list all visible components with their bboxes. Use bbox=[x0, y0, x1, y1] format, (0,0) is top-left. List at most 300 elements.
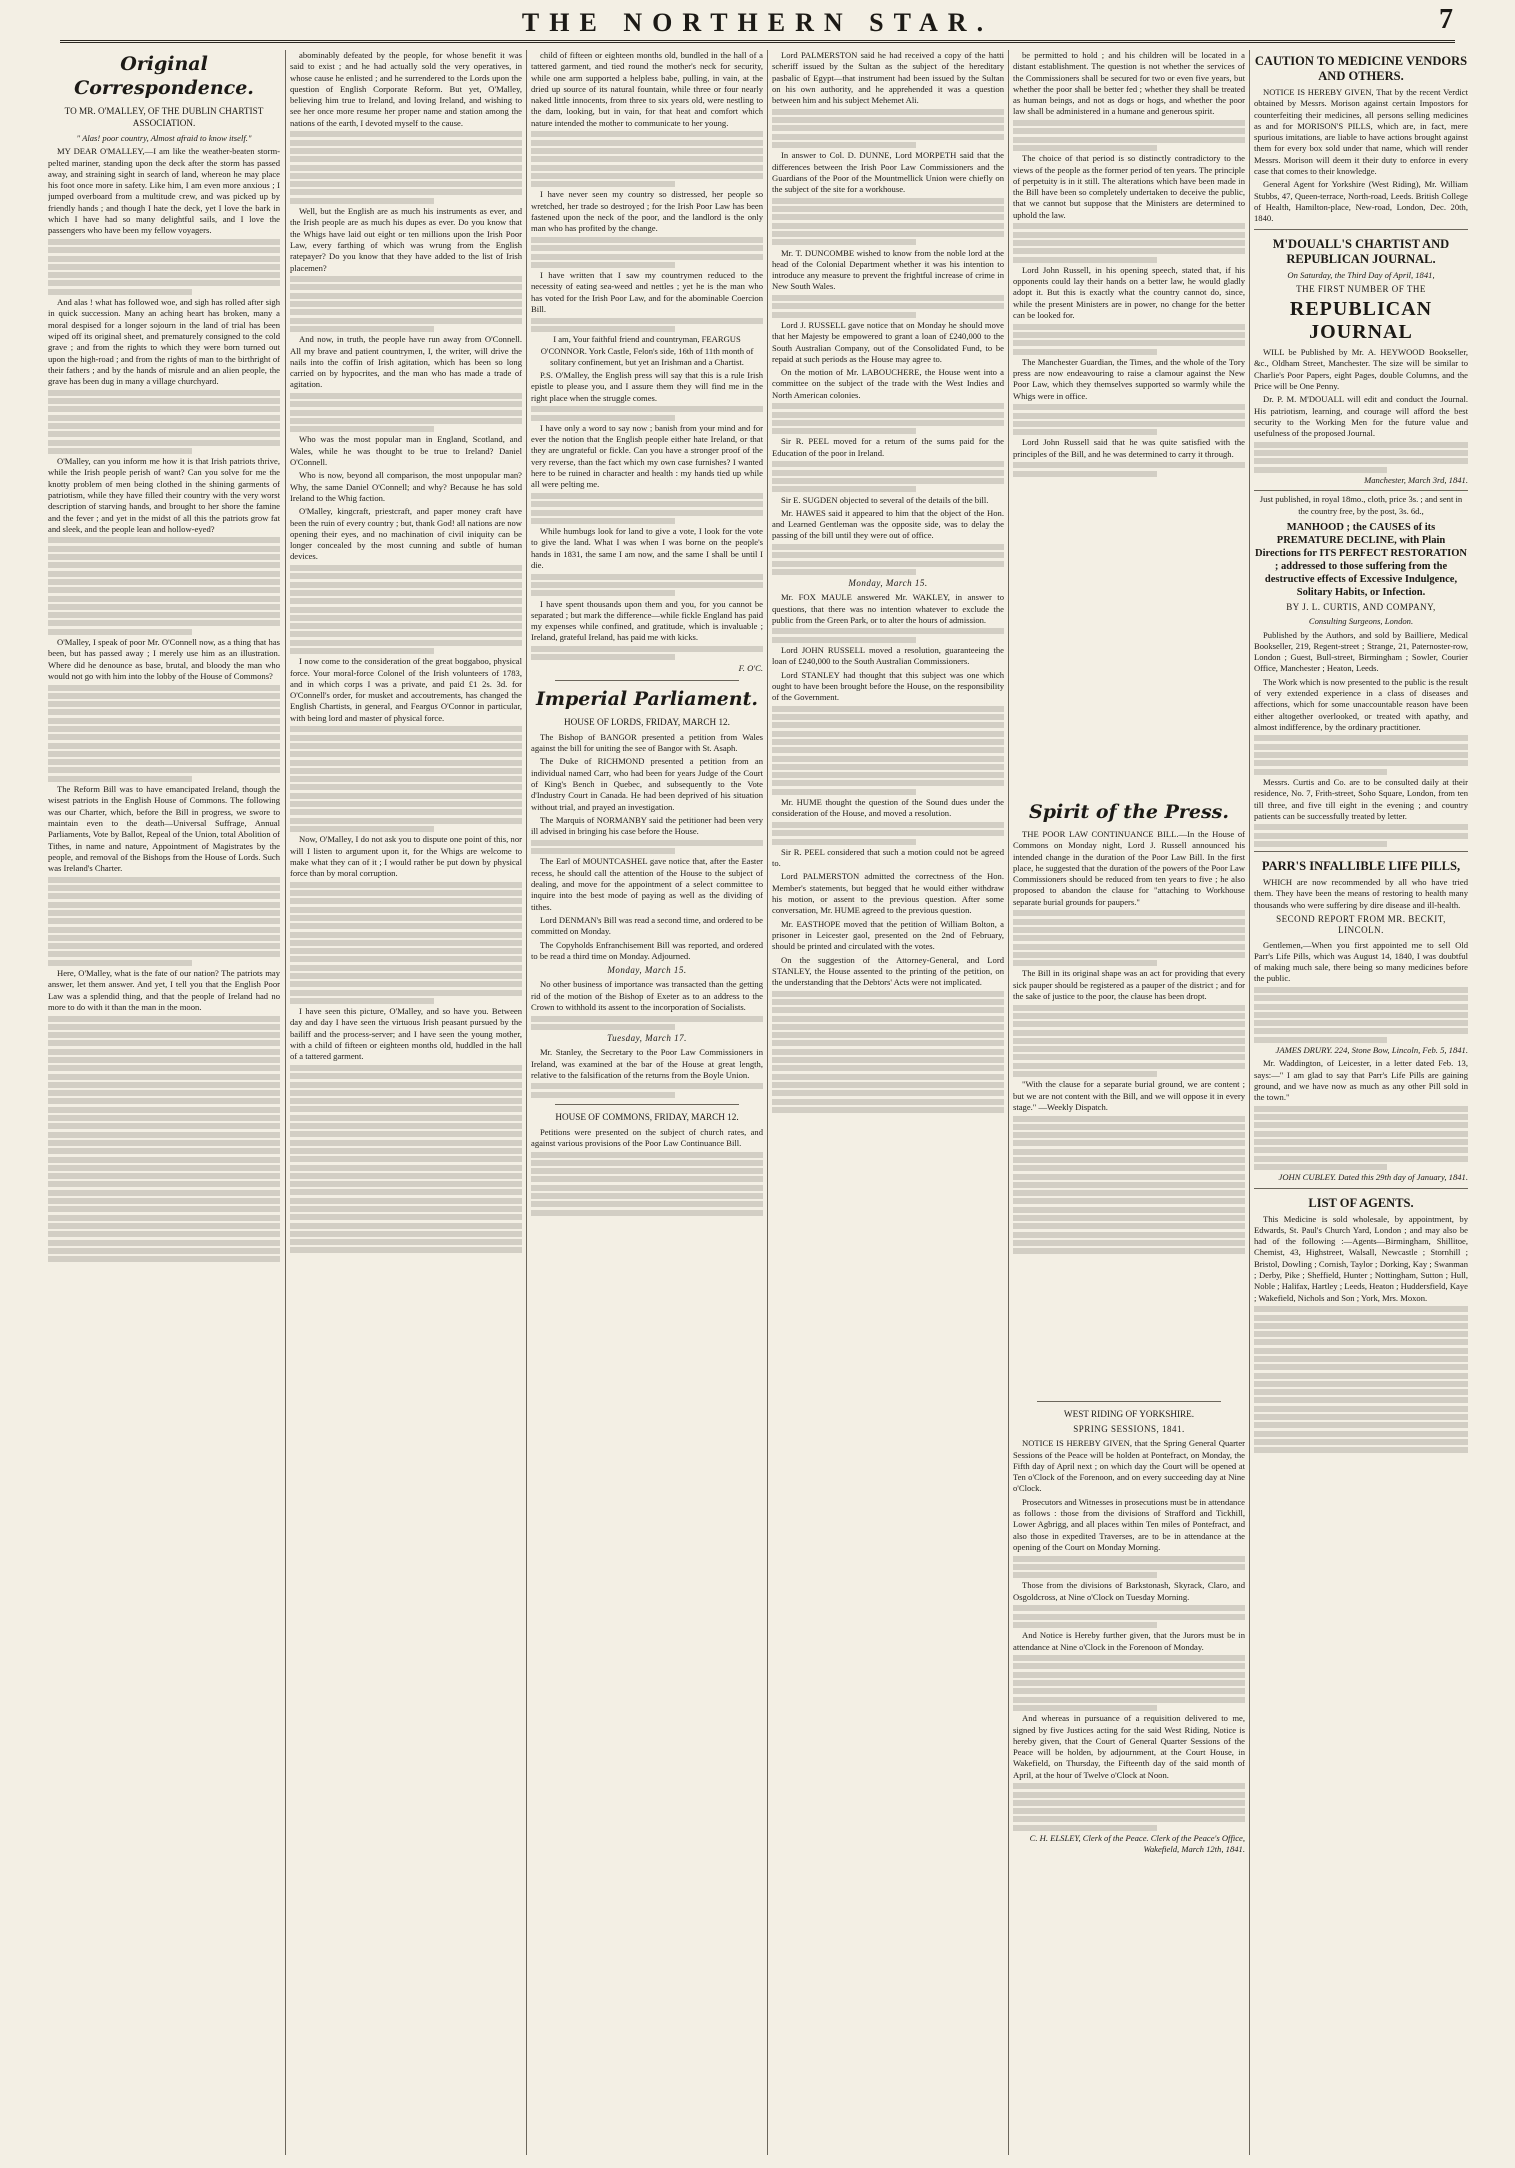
article-text-line bbox=[48, 440, 280, 446]
article-paragraph: The Bill in its original shape was an act for providing that every sick pauper should be registered as a pauper of the district ; and for the sake of justice to the poor, the clause has been dropt. bbox=[1013, 968, 1245, 1002]
article-text-line bbox=[1013, 324, 1245, 330]
article-text-line bbox=[48, 1198, 280, 1204]
notice-text-line bbox=[1013, 1655, 1245, 1661]
article-text-line bbox=[290, 198, 434, 204]
article-text-line bbox=[531, 518, 675, 524]
signature: F. O'C. bbox=[738, 662, 763, 673]
article-text-line bbox=[290, 598, 522, 604]
article-text-line bbox=[772, 470, 1004, 476]
article-text-line bbox=[48, 935, 280, 941]
article-text-line bbox=[290, 1073, 522, 1079]
article-text-line bbox=[48, 927, 280, 933]
article-text-line bbox=[48, 877, 280, 883]
article-paragraph: THE POOR LAW CONTINUANCE BILL.—In the House of Commons on Monday night, Lord J. Russell announced his intended change in the duration of the Poor Law Bill. In the first place, he suggested that the duration of the powers of the Poor Law Commissioners should be reduced from ten years to five ; he also proposed to abandon the clause for "attaching to Workhouse separate burial grounds for paupers." bbox=[1013, 829, 1245, 907]
article-paragraph: I have only a word to say now ; banish from your mind and for ever the notion that the English people either hate Ireland, or that they are ungrateful or fickle. Can you have a stronger proof of the very reverse, than the fact which my own case furnishes? I wanted here to be ruined in character and health : my hands tied up while all were pelting me. bbox=[531, 422, 763, 490]
article-text-line bbox=[48, 423, 280, 429]
article-text-line bbox=[290, 1231, 522, 1237]
article-paragraph: Who was the most popular man in England, Scotland, and Wales, while he was thought to be true to Ireland? Daniel O'Connell. bbox=[290, 434, 522, 468]
advert-text-line bbox=[1254, 1315, 1468, 1321]
notice-signature: C. H. ELSLEY, Clerk of the Peace. Clerk of the Peace's Office, Wakefield, March 12th, 1841. bbox=[1029, 1833, 1245, 1855]
article-text-line bbox=[772, 839, 916, 845]
advert-text-line bbox=[1254, 1389, 1468, 1395]
advert-text-line bbox=[1254, 1356, 1468, 1362]
article-paragraph: Sir R. PEEL considered that such a motion could not be agreed to. bbox=[772, 846, 1004, 869]
article-text-line bbox=[1013, 1063, 1245, 1069]
article-text-line bbox=[290, 743, 522, 749]
article-paragraph: The choice of that period is so distinctly contradictory to the views of the people as the former period of ten years. The principle of perpetuity is in it still. The alterations which have been made in the Bill have been so completely undertaken to deceive the public, that we cannot but suppose that the Ministers are determined to uphold the law. bbox=[1013, 153, 1245, 220]
article-text-line bbox=[1013, 340, 1245, 346]
advert-text-line bbox=[1254, 1122, 1468, 1128]
advert-box bbox=[1254, 1188, 1468, 1454]
notice-text-line bbox=[1013, 1564, 1245, 1570]
column-rule bbox=[1008, 50, 1009, 2155]
article-text-line bbox=[290, 326, 434, 332]
notice-text-line bbox=[1013, 1800, 1245, 1806]
article-text-line bbox=[772, 239, 916, 245]
article-text-line bbox=[48, 893, 280, 899]
article-text-line bbox=[531, 840, 763, 846]
article-text-line bbox=[48, 629, 192, 635]
article-text-line bbox=[290, 301, 522, 307]
article-text-line bbox=[48, 1082, 280, 1088]
notice-text-line bbox=[1013, 1572, 1157, 1578]
article-text-line bbox=[48, 693, 280, 699]
article-text-line bbox=[1013, 1046, 1245, 1052]
article-text-line bbox=[531, 181, 675, 187]
article-text-line bbox=[48, 398, 280, 404]
article-text-line bbox=[772, 747, 1004, 753]
article-text-line bbox=[1013, 1013, 1245, 1019]
article-text-line bbox=[48, 1157, 280, 1163]
article-text-line bbox=[48, 1256, 280, 1262]
article-text-line bbox=[290, 276, 522, 282]
article-text-line bbox=[290, 735, 522, 741]
article-text-line bbox=[48, 272, 280, 278]
article-text-line bbox=[290, 607, 522, 613]
article-text-line bbox=[290, 998, 434, 1004]
article-text-line bbox=[290, 1106, 522, 1112]
article-text-line bbox=[772, 1040, 1004, 1046]
article-text-line bbox=[290, 140, 522, 146]
article-paragraph: Lord DENMAN's Bill was read a second time, and ordered to be committed on Monday. bbox=[531, 914, 763, 937]
advert-text-line bbox=[1254, 833, 1468, 839]
article-text-line bbox=[48, 1231, 280, 1237]
advert-text-line bbox=[1254, 1381, 1468, 1387]
article-text-line bbox=[1013, 429, 1157, 435]
article-text-line bbox=[48, 1065, 280, 1071]
article-text-line bbox=[772, 772, 1004, 778]
advert-text-line bbox=[1254, 1406, 1468, 1412]
notice-paragraph: And whereas in pursuance of a requisition delivered to me, signed by five Justices acting for the said West Riding, Notice is hereby given, that the Court of General Quarter Sessions of the Peace will be holden, by adjournment, at the Court House, in Wakefield, on Thursday, the Fifteenth day of the said month of April, at the hour of Twelve o'Clock at Noon. bbox=[1013, 1713, 1245, 1780]
article-text-line bbox=[1013, 1021, 1245, 1027]
article-text-line bbox=[772, 1007, 1004, 1013]
article-paragraph: be permitted to hold ; and his children will be located in a distant establishment. The question is not whether the services of the Commissioners shall be secured for two or even five years, but whether the poor shall be better fed ; whether they shall be treated as human beings, and not as dogs or hogs, and whether the poor law shall be administered in a humane and generous spirit. bbox=[1013, 50, 1245, 117]
notice-text-line bbox=[1013, 1792, 1245, 1798]
advert-subheading: SECOND REPORT FROM MR. BECKIT, LINCOLN. bbox=[1276, 913, 1446, 936]
advert-signature: JAMES DRURY. 224, Stone Bow, Lincoln, Feb. 5, 1841. bbox=[1275, 1045, 1468, 1056]
article-text-line bbox=[1013, 944, 1245, 950]
column-3 bbox=[531, 50, 763, 2155]
article-text-line bbox=[772, 312, 916, 318]
article-paragraph: "With the clause for a separate burial ground, we are content ; but we are not content with the Bill, and we will oppose it in every stage." —Weekly Dispatch. bbox=[1013, 1079, 1245, 1112]
article-text-line bbox=[290, 882, 522, 888]
article-text-line bbox=[48, 1223, 280, 1229]
article-paragraph: O'Malley, kingcraft, priestcraft, and paper money craft have been the ruin of every country ; but, thank God! all nations are now opening their eyes, and no machination of civil iniquity can be longer concealed by the most cunning and subtle of human devices. bbox=[290, 506, 522, 562]
notice-text-line bbox=[1013, 1672, 1245, 1678]
advert-text-line bbox=[1254, 1339, 1468, 1345]
advert-text-line bbox=[1254, 1447, 1468, 1453]
article-text-line bbox=[772, 739, 1004, 745]
article-text-line bbox=[772, 1065, 1004, 1071]
article-text-line bbox=[290, 776, 522, 782]
article-text-line bbox=[48, 885, 280, 891]
article-text-line bbox=[290, 801, 522, 807]
article-text-line bbox=[290, 1115, 522, 1121]
advert-text: Mr. Waddington, of Leicester, in a letter dated Feb. 13, says:—" I am glad to say that Parr's Life Pills are gaining ground, and we have now as much as any other Pill sold in the town." bbox=[1254, 1058, 1468, 1103]
article-paragraph: The Duke of RICHMOND presented a petition from an individual named Carr, who had been for years Judge of the Court of King's Bench in Quebec, and subsequently to the Vote d'Industry Court in Canada. He had been deprived of his situation without trial, and prayed an investigation. bbox=[531, 756, 763, 812]
article-text-line bbox=[48, 406, 280, 412]
article-text-line bbox=[290, 1173, 522, 1179]
advert-subheading: THE FIRST NUMBER OF THE bbox=[1296, 283, 1426, 294]
notice-text-line bbox=[1013, 1783, 1245, 1789]
column-rule bbox=[1249, 50, 1250, 2155]
notice-text-line bbox=[1013, 1663, 1245, 1669]
advert-subheading: BY J. L. CURTIS, AND COMPANY, bbox=[1286, 601, 1436, 612]
notice-text-line bbox=[1013, 1688, 1245, 1694]
article-text-line bbox=[48, 943, 280, 949]
journal-title: REPUBLICAN JOURNAL bbox=[1289, 298, 1433, 344]
advert-text-line bbox=[1254, 824, 1468, 830]
article-text-line bbox=[48, 1074, 280, 1080]
article-text-line bbox=[1013, 910, 1245, 916]
article-text-line bbox=[290, 181, 522, 187]
article-paragraph: No other business of importance was transacted than the getting rid of the motion of the Bishop of Exeter as to an address to the Crown to withhold its assent to the incorporation of Socialists. bbox=[531, 979, 763, 1013]
article-paragraph: I have spent thousands upon them and you, for you cannot be separated ; but mark the difference—while fickle England has paid my expenses while confined, and gratitude, which is invaluable ; Ireland, grateful Ireland, has paid me with kicks. bbox=[531, 598, 763, 643]
article-text-line bbox=[290, 793, 522, 799]
article-text-line bbox=[290, 965, 522, 971]
article-text-line bbox=[290, 426, 434, 432]
advert-text-line bbox=[1254, 1373, 1468, 1379]
article-text-line bbox=[772, 403, 1004, 409]
article-text-line bbox=[290, 590, 522, 596]
notice-text-line bbox=[1013, 1614, 1245, 1620]
article-text-line bbox=[290, 189, 522, 195]
article-text-line bbox=[48, 734, 280, 740]
article-text-line bbox=[531, 646, 763, 652]
article-text-line bbox=[290, 573, 522, 579]
article-text-line bbox=[290, 1181, 522, 1187]
yorkshire-notice bbox=[1013, 1395, 1245, 2155]
advert-text-line bbox=[1254, 1364, 1468, 1370]
article-text-line bbox=[772, 628, 1004, 634]
article-text-line bbox=[772, 486, 916, 492]
article-text-line bbox=[772, 1057, 1004, 1063]
article-text-line bbox=[1013, 1157, 1245, 1163]
article-text-line bbox=[1013, 413, 1245, 419]
article-paragraph: P.S. O'Malley, the English press will say that this is a rule Irish epistle to please you, and I assure them they will find me in the right place when the struggle comes. bbox=[531, 370, 763, 403]
article-text-line bbox=[772, 231, 1004, 237]
article-paragraph: Lord J. RUSSELL gave notice that on Monday he should move that her Majesty be empowered to grant a loan of £240,000 to the South Australian Company, out of the Consolidated Fund, to be repaid at such periods as the House may agree to. bbox=[772, 319, 1004, 364]
article-text-line bbox=[48, 596, 280, 602]
article-text-line bbox=[290, 1082, 522, 1088]
article-text-line bbox=[531, 326, 675, 332]
article-text-line bbox=[48, 280, 280, 286]
epigraph: " Alas! poor country, Almost afraid to know itself." bbox=[76, 133, 252, 143]
article-text-line bbox=[48, 1240, 280, 1246]
article-text-line bbox=[290, 393, 522, 399]
article-paragraph: Mr. HAWES said it appeared to him that the object of the Hon. and Learned Gentleman was the opposite side, was to delay the passing of the bill until they were out of office. bbox=[772, 507, 1004, 541]
article-text-line bbox=[772, 1107, 1004, 1113]
advert-text-line bbox=[1254, 1131, 1468, 1137]
article-text-line bbox=[772, 999, 1004, 1005]
article-text-line bbox=[772, 412, 1004, 418]
article-text-line bbox=[1013, 1198, 1245, 1204]
article-text-line bbox=[1013, 462, 1245, 468]
article-text-line bbox=[1013, 1116, 1245, 1122]
article-text-line bbox=[772, 117, 1004, 123]
article-text-line bbox=[531, 318, 763, 324]
advert-box bbox=[1254, 490, 1468, 847]
advert-text-line bbox=[1254, 1037, 1387, 1043]
article-paragraph: Mr. T. DUNCOMBE wished to know from the noble lord at the head of the Colonial Department whether it was his intention to introduce any measure to prevent the frightful increase of crime in New South Wales. bbox=[772, 247, 1004, 292]
article-text-line bbox=[531, 501, 763, 507]
article-text-line bbox=[290, 826, 434, 832]
advert-text-line bbox=[1254, 1414, 1468, 1420]
advert-text-line bbox=[1254, 1348, 1468, 1354]
advert-text: Consulting Surgeons, London. bbox=[1308, 616, 1414, 627]
advert-text-line bbox=[1254, 450, 1468, 456]
advert-text-line bbox=[1254, 458, 1468, 464]
article-text-line bbox=[48, 1132, 280, 1138]
article-paragraph: On the motion of Mr. LABOUCHERE, the House went into a committee on the subject of the trade with the West Indies and North American colonies. bbox=[772, 367, 1004, 400]
article-text-line bbox=[48, 1049, 280, 1055]
article-text-line bbox=[290, 631, 522, 637]
article-text-line bbox=[48, 448, 192, 454]
article-paragraph: The Manchester Guardian, the Times, and the whole of the Tory press are now endeavouring to raise a clamour against the New Poor Law, which they themselves supported so warmly while the Whigs were in office. bbox=[1013, 356, 1245, 401]
article-paragraph: Mr. EASTHOPE moved that the petition of William Bolton, a prisoner in Leicester gaol, presented on the 2nd of February, should be printed and circulated with the votes. bbox=[772, 918, 1004, 952]
article-text-line bbox=[48, 1040, 280, 1046]
article-text-line bbox=[290, 648, 434, 654]
article-text-line bbox=[772, 478, 1004, 484]
article-text-line bbox=[48, 1248, 280, 1254]
article-text-line bbox=[48, 1107, 280, 1113]
advert-heading: PARR'S INFALLIBLE LIFE PILLS, bbox=[1261, 859, 1461, 874]
article-text-line bbox=[290, 768, 522, 774]
article-paragraph: O'Malley, I speak of poor Mr. O'Connell now, as a thing that has been, but has passed away ; I merely use him as an illustration. Where did he denounce as base, brutal, and bloody the man who would not go with him into the lobby of the House of Commons? bbox=[48, 637, 280, 681]
article-text-line bbox=[531, 574, 763, 580]
article-text-line bbox=[290, 165, 522, 171]
article-text-line bbox=[531, 237, 763, 243]
article-text-line bbox=[290, 760, 522, 766]
article-text-line bbox=[48, 767, 280, 773]
article-text-line bbox=[1013, 1071, 1157, 1077]
column-4 bbox=[772, 50, 1004, 2155]
article-text-line bbox=[772, 206, 1004, 212]
advert-text-line bbox=[1254, 987, 1468, 993]
article-text-line bbox=[772, 214, 1004, 220]
notice-text-line bbox=[1013, 1705, 1157, 1711]
article-text-line bbox=[1013, 145, 1157, 151]
divider bbox=[555, 1104, 739, 1105]
section-heading: Spirit of the Press. bbox=[1029, 801, 1229, 823]
advert-text-line bbox=[1254, 1139, 1468, 1145]
article-text-line bbox=[48, 247, 280, 253]
article-text-line bbox=[290, 156, 522, 162]
notice-paragraph: Prosecutors and Witnesses in prosecutions must be in attendance as follows : those from the divisions of Strafford and Tickhill, Lower Agbrigg, and all places within Ten miles of Pontefract, and also those in expedited Traverses, are to be in attendance at the opening of the Court on Monday Morning. bbox=[1013, 1496, 1245, 1552]
agents-list: This Medicine is sold wholesale, by appointment, by Edwards, St. Paul's Church Yard, London ; and may also be had of the following :—Agents—Birmingham, Shillitoe, Chemist, 43, Highstreet, Walsall, Newcastle ; Stornhill ; Bristol, Dowling ; Cornish, Taylor ; Dorking, Kay ; Swanman ; Derby, Pike ; Sheffield, Hunter ; Nottingham, Sutton ; Hull, Noble ; Halifax, Hartley ; Leeds, Heaton ; Huddersfield, Kaye ; Wakefield, Nichols and Son ; York, Mrs. Moxon. bbox=[1254, 1213, 1468, 1303]
notice-paragraph: NOTICE IS HEREBY GIVEN, that the Spring General Quarter Sessions of the Peace will be holden at Pontefract, on Monday, the Fifth day of April next ; on which day the Court will be opened at Ten o'Clock of the Forenoon, and on every succeeding day at Nine o'Clock. bbox=[1013, 1438, 1245, 1494]
article-text-line bbox=[1013, 1223, 1245, 1229]
article-paragraph: Mr. Stanley, the Secretary to the Poor Law Commissioners in Ireland, was examined at the bar of the House at great length, relative to the falsification of the returns from the Boyle Union. bbox=[531, 1047, 763, 1080]
article-text-line bbox=[772, 295, 1004, 301]
article-text-line bbox=[531, 254, 763, 260]
article-text-line bbox=[772, 569, 916, 575]
article-text-line bbox=[1013, 404, 1245, 410]
article-text-line bbox=[290, 1156, 522, 1162]
article-text-line bbox=[290, 1189, 522, 1195]
article-text-line bbox=[772, 142, 916, 148]
article-text-line bbox=[1013, 952, 1245, 958]
article-text-line bbox=[48, 960, 192, 966]
advert-text-line bbox=[1254, 1106, 1468, 1112]
advert-text-line bbox=[1254, 1306, 1468, 1312]
column-1 bbox=[48, 50, 280, 2155]
article-text-line bbox=[48, 289, 192, 295]
article-text-line bbox=[1013, 1140, 1245, 1146]
article-text-line bbox=[772, 756, 1004, 762]
article-text-line bbox=[48, 415, 280, 421]
advert-text: WILL be Published by Mr. A. HEYWOOD Bookseller, &c., Oldham Street, Manchester. The size will be similar to Charlie's Poor Papers, eight Pages, double Columns, and the Price will be One Penny. bbox=[1254, 347, 1468, 392]
article-paragraph: abominably defeated by the people, for whose benefit it was said to exist ; and he had actually sold the very operatives, in whose cause he enlisted ; and he surrendered to the Lords upon the question of English Corporate Reform. But yet, O'Malley, believing him true to Ireland, and loving Ireland, and wishing to see her once more resume her proper name and station among the nations of the earth, I devoted myself to the cause. bbox=[290, 50, 522, 128]
advert-text-line bbox=[1254, 760, 1468, 766]
article-text-line bbox=[48, 718, 280, 724]
article-text-line bbox=[531, 1168, 763, 1174]
article-text-line bbox=[290, 1065, 522, 1071]
article-text-line bbox=[1013, 1165, 1245, 1171]
article-paragraph: The Earl of MOUNTCASHEL gave notice that, after the Easter recess, he should call the attention of the House to the subject of dealing, and move for the appointment of a select committee to inquire into the best mode of paying as well as the dividing of tithes. bbox=[531, 856, 763, 912]
article-text-line bbox=[772, 822, 1004, 828]
article-text-line bbox=[290, 1223, 522, 1229]
article-paragraph: Lord PALMERSTON admitted the correctness of the Hon. Member's statements, but begged that he would either withdraw his motion, or assent to the previous question. After some conversation, Mr. HUME agreed to the previous question. bbox=[772, 871, 1004, 916]
article-text-line bbox=[290, 1090, 522, 1096]
article-text-line bbox=[290, 923, 522, 929]
article-text-line bbox=[531, 1185, 763, 1191]
article-text-line bbox=[531, 582, 763, 588]
section-heading: Original Correspondence. bbox=[74, 53, 254, 99]
advert-text: Published by the Authors, and sold by Bailliere, Medical Bookseller, 219, Regent-street ; Strange, 21, Paternoster-row, London ; Guest, Bull-street, Birmingham ; Sowler, Courier Office, Manchester ; Heaton, Leeds. bbox=[1254, 629, 1468, 674]
article-text-line bbox=[290, 784, 522, 790]
article-text-line bbox=[531, 148, 763, 154]
masthead bbox=[60, 4, 1455, 43]
article-text-line bbox=[1013, 1174, 1245, 1180]
date-heading: Monday, March 15. bbox=[848, 577, 928, 588]
article-paragraph: Mr. HUME thought the question of the Sound dues under the consideration of the House, and moved a resolution. bbox=[772, 797, 1004, 819]
advert-text-line bbox=[1254, 1147, 1468, 1153]
article-text-line bbox=[290, 1239, 522, 1245]
article-paragraph: Mr. FOX MAULE answered Mr. WAKLEY, in answer to questions, that there was no intention whatever to exclude the public from the Green Park, or to alter the hours of admission. bbox=[772, 592, 1004, 625]
article-text-line bbox=[1013, 1132, 1245, 1138]
article-text-line bbox=[772, 1032, 1004, 1038]
article-text-line bbox=[290, 907, 522, 913]
advert-text-line bbox=[1254, 769, 1387, 775]
article-text-line bbox=[772, 461, 1004, 467]
article-text-line bbox=[531, 262, 675, 268]
article-text-line bbox=[48, 685, 280, 691]
article-text-line bbox=[48, 571, 280, 577]
article-text-line bbox=[290, 401, 522, 407]
article-text-line bbox=[1013, 128, 1245, 134]
article-text-line bbox=[48, 902, 280, 908]
article-text-line bbox=[48, 612, 280, 618]
article-paragraph: The Marquis of NORMANBY said the petitioner had been very ill advised in bringing his case before the House. bbox=[531, 814, 763, 837]
article-text-line bbox=[290, 809, 522, 815]
article-text-line bbox=[48, 1173, 280, 1179]
article-text-line bbox=[1013, 1232, 1245, 1238]
article-text-line bbox=[48, 537, 280, 543]
article-text-line bbox=[1013, 421, 1245, 427]
article-text-line bbox=[1013, 1038, 1245, 1044]
advert-date: On Saturday, the Third Day of April, 1841, bbox=[1287, 269, 1435, 280]
article-paragraph: While humbugs look for land to give a vote, I look for the vote to give the land. What I was when I was borne on the people's hands in 1831, the same I am now, and the same I shall be until I die. bbox=[531, 526, 763, 571]
article-text-line bbox=[290, 948, 522, 954]
page-number: 7 bbox=[1439, 4, 1453, 35]
article-text-line bbox=[48, 1115, 280, 1121]
article-text-line bbox=[1013, 1248, 1245, 1254]
notice-text-line bbox=[1013, 1680, 1245, 1686]
article-text-line bbox=[48, 431, 280, 437]
article-text-line bbox=[48, 620, 280, 626]
advert-text-line bbox=[1254, 1422, 1468, 1428]
article-paragraph: In answer to Col. D. DUNNE, Lord MORPETH said that the differences between the Irish Poor Law Commissioners and the Guardians of the Poor of the Mountmellick Union were chiefly on the subject of the site for a workhouse. bbox=[772, 150, 1004, 195]
notice-text-line bbox=[1013, 1622, 1157, 1628]
article-text-line bbox=[772, 714, 1004, 720]
article-text-line bbox=[290, 309, 522, 315]
article-text-line bbox=[1013, 223, 1245, 229]
article-text-line bbox=[1013, 137, 1245, 143]
article-text-line bbox=[772, 731, 1004, 737]
article-paragraph: MY DEAR O'MALLEY,—I am like the weather-beaten storm-pelted mariner, standing upon the deck after the storm has passed away, and straining sight in search of land, whereon he may place his foot once more in safety. Like him, I am even more anxious ; I jumped overboard from a multitude crew, and was picked up by friendly hands ; and though I hate the deck, yet I love the bark in which I have had so many delightful sails, and I love the passengers who have been my fellow voyagers. bbox=[48, 146, 280, 236]
article-text-line bbox=[1013, 332, 1245, 338]
article-text-line bbox=[48, 239, 280, 245]
advert-heading: CAUTION TO MEDICINE VENDORS AND OTHERS. bbox=[1254, 54, 1468, 83]
article-text-line bbox=[531, 1210, 763, 1216]
advert-text-line bbox=[1254, 1156, 1468, 1162]
article-text-line bbox=[772, 552, 1004, 558]
article-text-line bbox=[772, 1090, 1004, 1096]
advert-text-line bbox=[1254, 841, 1387, 847]
article-text-line bbox=[290, 293, 522, 299]
notice-text-line bbox=[1013, 1605, 1245, 1611]
article-text-line bbox=[772, 125, 1004, 131]
advert-text-line bbox=[1254, 1004, 1468, 1010]
article-paragraph: O'Malley, can you inform me how it is that Irish patriots thrive, while the Irish people perish of want? Can you solve for me the knotty problem of men being clothed in the shining garments of patriotism, while they have filled their country with the very worst description of starving hands, and brought to her shore the famine and the fever ; and yet in the midst of all this the patriots grow fat and sleek, and the people lean and hollow-eyed? bbox=[48, 456, 280, 534]
article-text-line bbox=[290, 956, 522, 962]
advert-text: General Agent for Yorkshire (West Riding), Mr. William Stubbs, 47, Queen-terrace, North-road, Leeds. British College of Health, Hamilton-place, New-road, London, Dec. 20th, 1840. bbox=[1254, 179, 1468, 224]
article-text-line bbox=[48, 390, 280, 396]
advert-text-line bbox=[1254, 467, 1387, 473]
advert-text-line bbox=[1254, 1323, 1468, 1329]
advert-text-line bbox=[1254, 752, 1468, 758]
article-paragraph: Lord STANLEY had thought that this subject was one which ought to have been brought before the House, on the responsibility of the Government. bbox=[772, 669, 1004, 703]
article-text-line bbox=[531, 131, 763, 137]
article-text-line bbox=[48, 1181, 280, 1187]
article-text-line bbox=[531, 1201, 763, 1207]
article-text-line bbox=[772, 991, 1004, 997]
article-text-line bbox=[772, 420, 1004, 426]
divider bbox=[555, 680, 739, 681]
article-text-line bbox=[772, 428, 916, 434]
article-text-line bbox=[772, 544, 1004, 550]
